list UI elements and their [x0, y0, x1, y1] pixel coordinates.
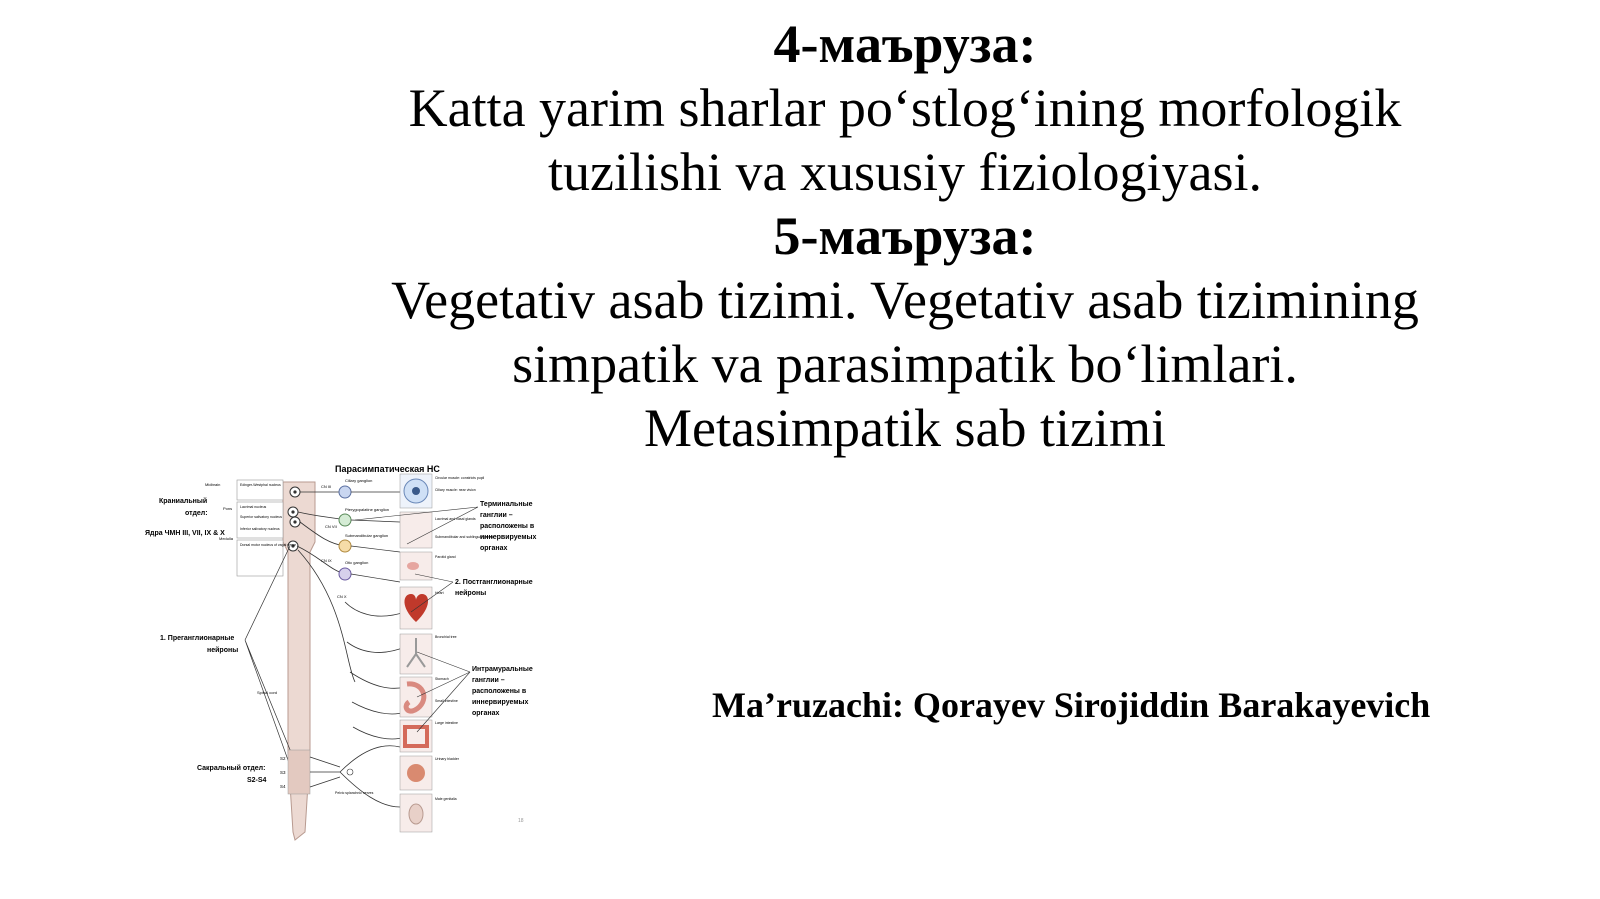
label-s3: S3	[280, 770, 286, 775]
organ-label: Bronchial tree	[435, 635, 457, 639]
organ-label: Ciliary muscle: near vision	[435, 488, 476, 492]
label-intramural-1: Интрамуральные	[472, 666, 533, 673]
label-nuclei: Ядра ЧМН III, VII, IX & X	[145, 530, 225, 537]
label-submand: Submandibular ganglion	[345, 533, 389, 538]
submandibular-ganglion	[339, 540, 351, 552]
label-sacral-2: S2-S4	[247, 777, 267, 784]
gland-icon	[407, 562, 419, 570]
organ-label: Lacrimal and nasal glands	[435, 517, 476, 521]
label-terminal-4: иннервируемых	[480, 534, 537, 541]
label-pons: Pons	[223, 506, 233, 511]
label-terminal-5: органах	[480, 545, 508, 552]
label-otic: Otic ganglion	[345, 560, 369, 565]
label-medulla: Medulla	[219, 536, 234, 541]
label-cn7: CN VII	[325, 524, 337, 529]
label-s2: S2	[280, 756, 286, 761]
label-pelvic: Pelvic splanchnic nerves	[335, 791, 374, 795]
label-sup-salivatory: Superior salivatory nucleus	[240, 515, 283, 519]
label-cn9: CN IX	[321, 558, 332, 563]
lecture-4-heading: 4-маъруза:	[773, 14, 1037, 74]
label-lacrimal-nucleus: Lacrimal nucleus	[240, 505, 267, 509]
label-midbrain: Midbrain	[205, 482, 221, 487]
organ-box-glands	[400, 512, 432, 548]
label-dorsal-vagal: Dorsal motor nucleus of vagal nerve	[240, 543, 297, 547]
label-sacral-1: Сакральный отдел:	[197, 765, 266, 772]
organ-label: Urinary bladder	[435, 757, 459, 761]
lecture-4-title-line-2: tuzilishi va xususiy fiziologiyasi.	[548, 142, 1262, 202]
sacral-segment	[288, 750, 310, 794]
pelvic-ganglion	[347, 769, 353, 775]
diagram-svg	[145, 462, 565, 862]
label-terminal-3: расположены в	[480, 523, 535, 530]
label-pterygo: Pterygopalatine ganglion	[345, 507, 390, 512]
label-spinal-cord: Spinal cord	[257, 690, 278, 695]
fiber-vagus	[298, 550, 405, 739]
label-ew-nucleus: Edinger-Westphal nucleus	[240, 483, 281, 487]
label-cn10: CN X	[337, 594, 347, 599]
organ-label: Circular muscle: constricts pupil	[435, 476, 485, 480]
label-s4: S4	[280, 784, 286, 789]
pregang-bracket	[245, 546, 293, 774]
label-inf-salivatory: Inferior salivatory nucleus	[240, 527, 280, 531]
lecture-5-title-line-3: Metasimpatik sab tizimi	[644, 398, 1166, 458]
organ-label: Parotid gland	[435, 555, 456, 559]
label-intramural-3: расположены в	[472, 688, 527, 695]
pupil-icon	[412, 487, 420, 495]
organ-label: Heart	[435, 591, 444, 595]
title-block	[300, 12, 1510, 460]
label-pregang-1: 1. Преганглионарные	[160, 635, 235, 642]
page-number: 18	[518, 818, 524, 824]
label-intramural-4: иннервируемых	[472, 699, 529, 706]
genitalia-icon	[409, 804, 423, 824]
label-ciliary: Ciliary ganglion	[345, 478, 373, 483]
label-intramural-2: ганглии –	[472, 677, 505, 684]
label-terminal-2: ганглии –	[480, 512, 513, 519]
label-postgang-2: нейроны	[455, 590, 487, 597]
lecture-5-title-line-2: simpatik va parasimpatik bo‘limlari.	[512, 334, 1298, 394]
organ-label: Submandibular and sublingual glands	[435, 535, 494, 539]
label-pregang-2: нейроны	[207, 647, 239, 654]
label-terminal-1: Терминальные	[480, 501, 533, 508]
sacral-fibers	[310, 746, 400, 807]
label-intramural-5: органах	[472, 710, 500, 717]
bladder-icon	[407, 764, 425, 782]
organ-column	[400, 474, 432, 832]
nucleus-dot-center	[293, 490, 296, 493]
nucleus-dot-center	[291, 510, 294, 513]
label-postgang-1: 2. Постганглионарные	[455, 579, 533, 586]
parasympathetic-diagram	[145, 462, 565, 862]
diagram-title: Парасимпатическая НС	[335, 464, 440, 474]
ciliary-ganglion	[339, 486, 351, 498]
lecture-5-heading: 5-маъруза:	[773, 206, 1037, 266]
speaker-name: Ma’ruzachi: Qorayev Sirojiddin Barakayevich	[712, 685, 1431, 725]
otic-ganglion	[339, 568, 351, 580]
lecture-4-title-line-1: Katta yarim sharlar po‘stlog‘ining morfologik	[408, 78, 1402, 138]
organ-label: Large intestine	[435, 721, 458, 725]
label-cranial-2: отдел:	[185, 510, 208, 517]
lecture-5-title-line-1: Vegetativ asab tizimi. Vegetativ asab tizimining	[391, 270, 1419, 330]
pterygopalatine-ganglion	[339, 514, 351, 526]
label-cranial-1: Краниальный	[159, 498, 208, 505]
organ-label: Stomach	[435, 677, 449, 681]
organ-label: Male genitalia	[435, 797, 457, 801]
nucleus-dot-center	[293, 520, 296, 523]
label-cn3: CN III	[321, 484, 332, 489]
organ-label: Small intestine	[435, 699, 458, 703]
